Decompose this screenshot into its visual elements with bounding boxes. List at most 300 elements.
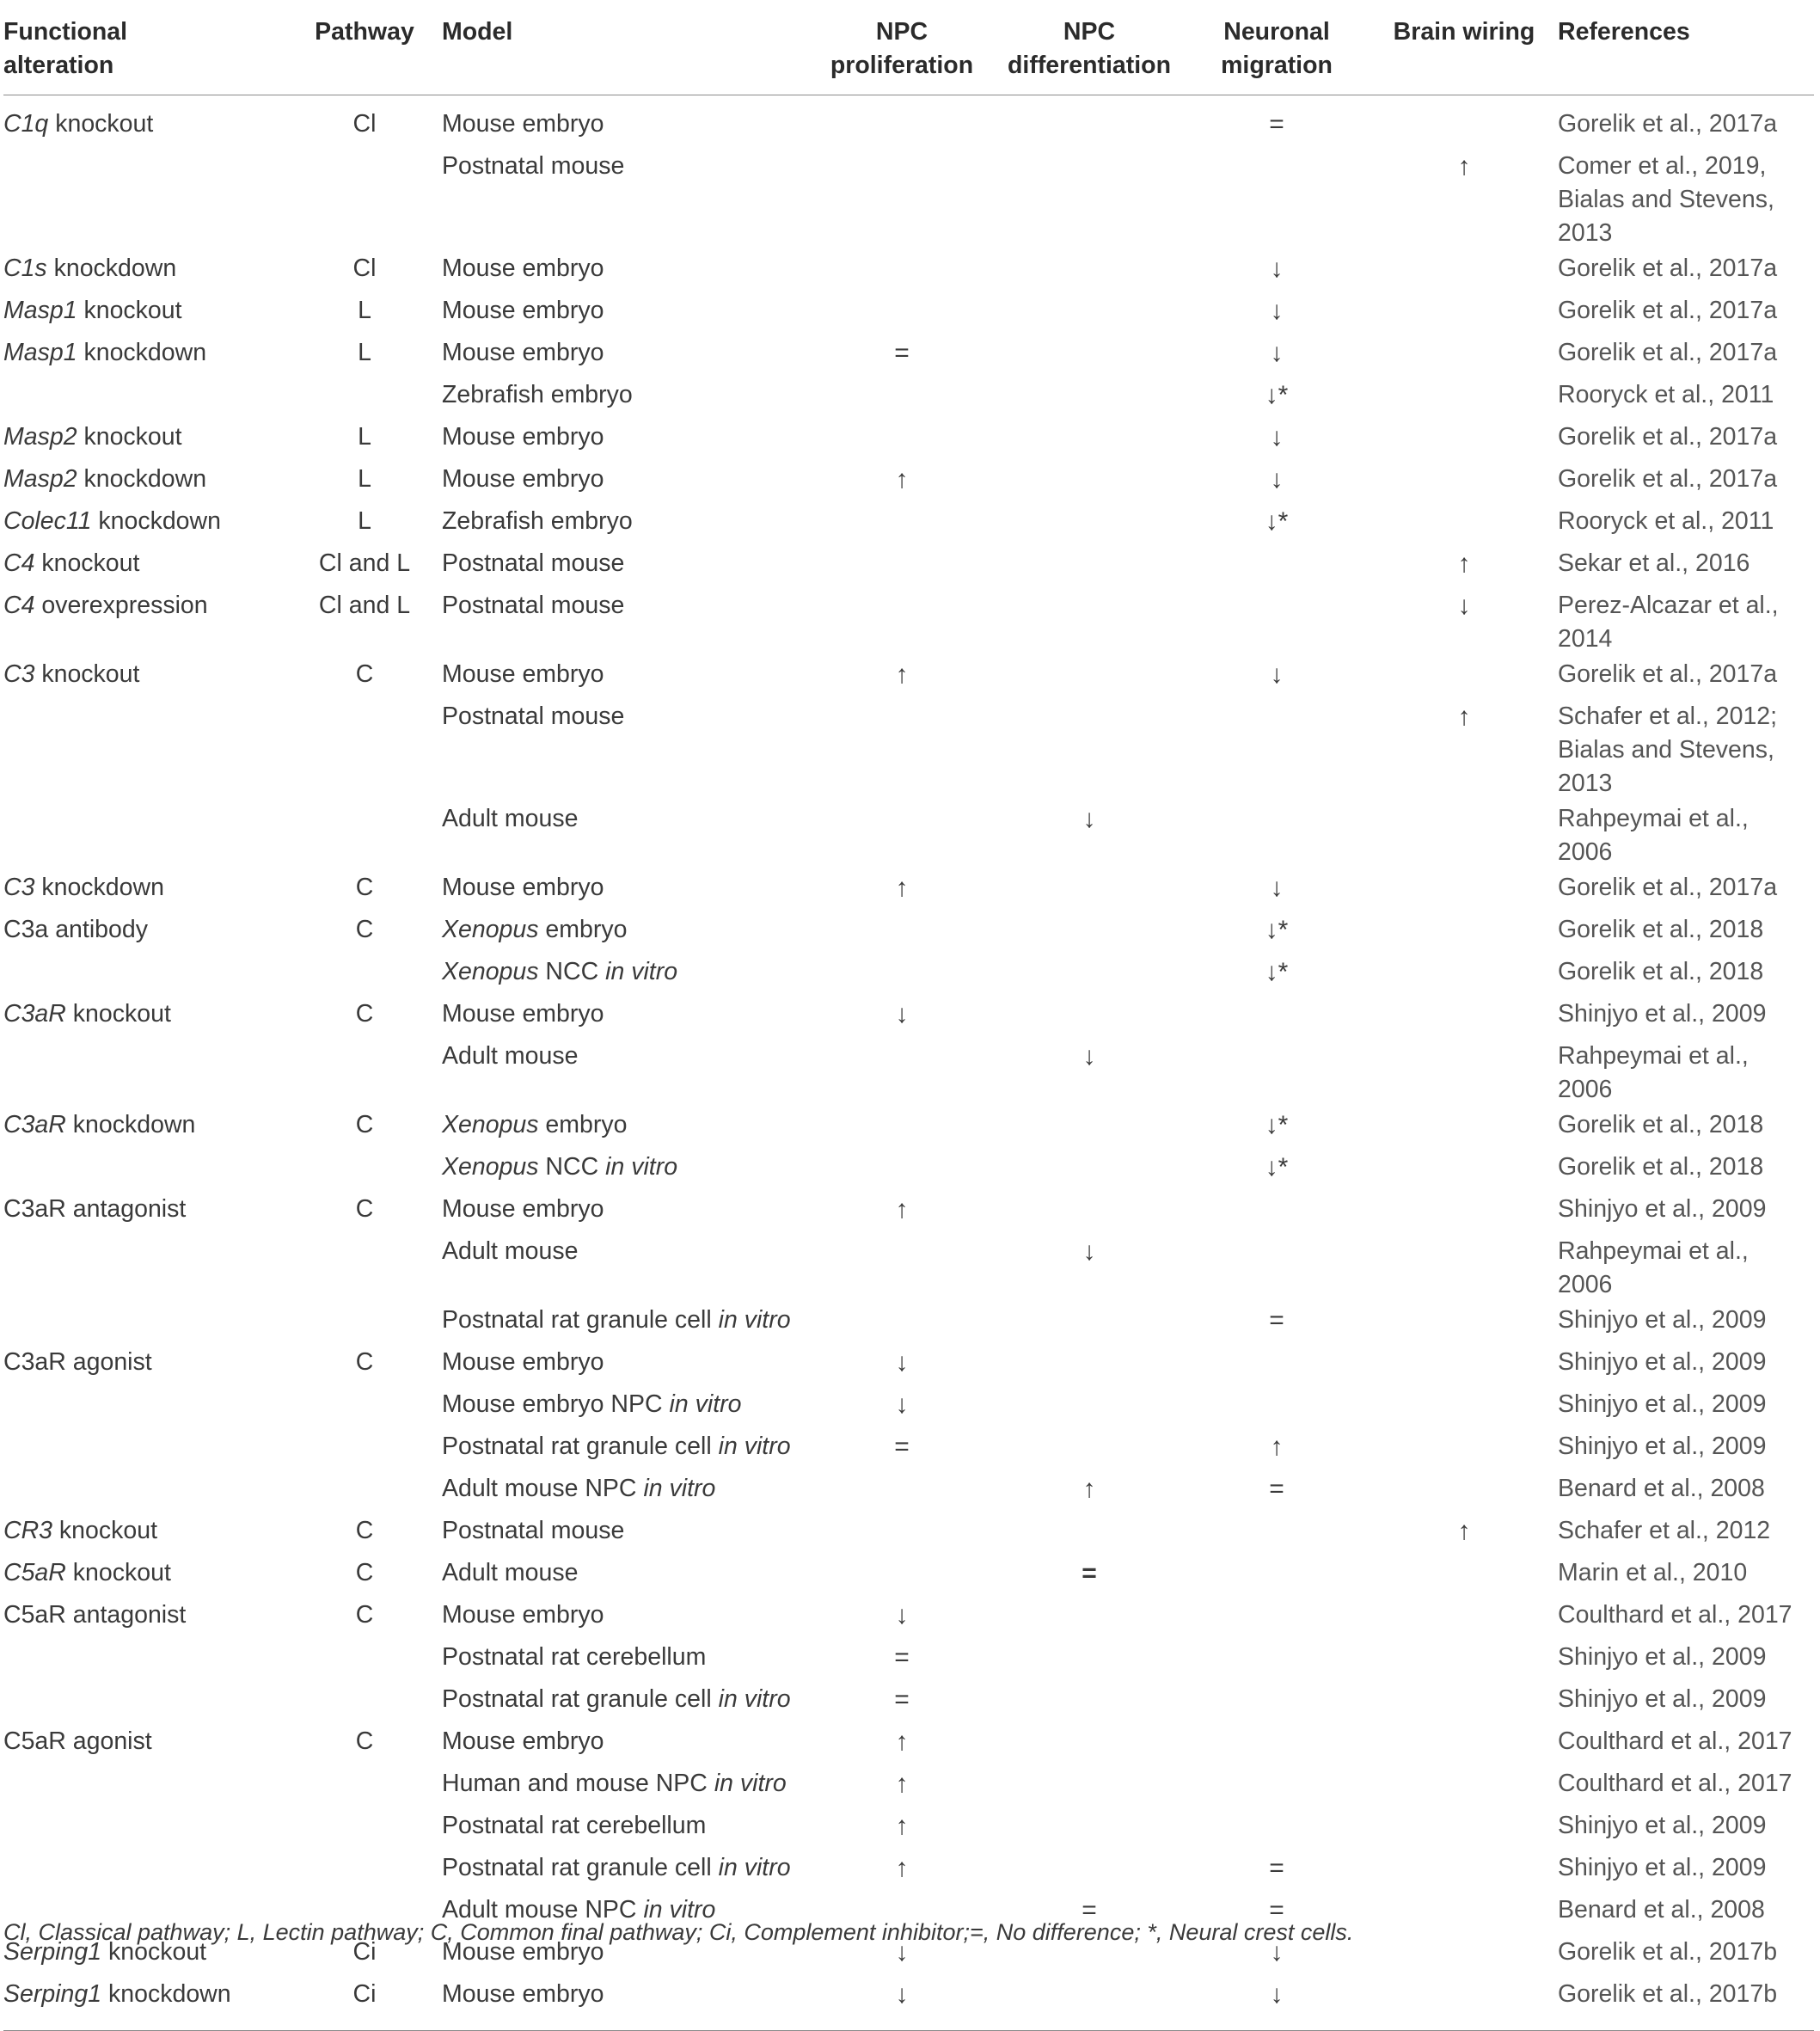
cell-model <box>442 419 808 461</box>
cell-npc-differentiation <box>996 1765 1183 1807</box>
cell-functional-alteration <box>3 503 287 545</box>
table-row <box>3 656 1814 698</box>
table-row <box>3 1302 1814 1344</box>
text-run: embryo <box>538 916 628 943</box>
text-run: knockdown <box>34 874 164 901</box>
text-run: knockdown <box>101 1980 231 2008</box>
table-row <box>3 1555 1814 1597</box>
header-row <box>3 15 1814 95</box>
cell-brain-wiring: ↓ <box>1457 592 1471 620</box>
cell-functional-alteration <box>3 1555 287 1597</box>
cell-npc-proliferation: ↓ <box>895 1938 909 1967</box>
cell-functional-alteration <box>3 801 287 869</box>
text-run: C3aR antagonist <box>3 1195 187 1223</box>
cell-reference: Gorelik et al., 2017b <box>1558 1976 1814 2031</box>
text-run: NCC <box>538 958 606 985</box>
text-run: Adult mouse <box>442 1042 579 1070</box>
cell-brain-wiring <box>1370 1038 1558 1107</box>
cell-npc-differentiation <box>996 1428 1183 1470</box>
cell-functional-alteration <box>3 1233 287 1302</box>
italic-text: in vitro <box>718 1433 791 1460</box>
cell-reference: Benard et al., 2008 <box>1558 1475 1765 1502</box>
cell-pathway: Cl and L <box>318 592 411 619</box>
cell-npc-differentiation: ↓ <box>1082 1042 1096 1071</box>
cell-model <box>442 334 808 377</box>
cell-functional-alteration <box>3 334 287 377</box>
cell-functional-alteration <box>3 1386 287 1428</box>
text-run: Mouse embryo <box>442 1938 604 1966</box>
italic-text: in vitro <box>643 1896 716 1924</box>
cell-model <box>442 1765 808 1807</box>
cell-neuronal-migration <box>1183 545 1370 587</box>
text-run: Mouse embryo <box>442 1601 604 1629</box>
text-run: knockout <box>77 297 182 324</box>
text-run: Mouse embryo <box>442 255 604 282</box>
cell-npc-proliferation: ↑ <box>895 1195 909 1224</box>
text-run: C3a antibody <box>3 916 148 943</box>
cell-neuronal-migration: ↓ <box>1270 660 1284 689</box>
cell-npc-proliferation <box>808 954 996 996</box>
cell-brain-wiring: ↑ <box>1457 1517 1471 1545</box>
text-run: Mouse embryo <box>442 423 604 451</box>
cell-pathway: C <box>355 916 374 943</box>
cell-model <box>442 1597 808 1639</box>
cell-npc-proliferation: ↑ <box>895 660 909 689</box>
cell-functional-alteration <box>3 250 287 292</box>
cell-reference: Gorelik et al., 2018 <box>1558 958 1764 985</box>
cell-functional-alteration <box>3 996 287 1038</box>
cell-pathway: C <box>355 1727 374 1755</box>
cell-pathway: Ci <box>352 1938 377 1966</box>
cell-npc-proliferation <box>808 1149 996 1191</box>
cell-npc-differentiation: ↓ <box>1082 805 1096 833</box>
cell-brain-wiring: ↑ <box>1457 152 1471 181</box>
italic-text: CR3 <box>3 1517 53 1544</box>
cell-reference: Coulthard et al., 2017 <box>1558 1770 1792 1797</box>
cell-functional-alteration <box>3 954 287 996</box>
table-row <box>3 1233 1814 1302</box>
cell-model <box>442 1302 808 1344</box>
table-row <box>3 1976 1814 2031</box>
table-row <box>3 1344 1814 1386</box>
table-row <box>3 1765 1814 1807</box>
cell-npc-proliferation: ↑ <box>895 874 909 902</box>
text-run: knockout <box>65 1000 171 1028</box>
text-run: overexpression <box>34 592 208 619</box>
cell-npc-differentiation <box>996 148 1183 250</box>
cell-brain-wiring <box>1370 1149 1558 1191</box>
table-row <box>3 996 1814 1038</box>
cell-neuronal-migration: ↓* <box>1265 958 1289 986</box>
cell-npc-proliferation: ↑ <box>895 1727 909 1756</box>
text-run: Mouse embryo <box>442 339 604 366</box>
cell-neuronal-migration <box>1183 1555 1370 1597</box>
cell-model <box>442 1233 808 1302</box>
text-run: Mouse embryo <box>442 1348 604 1376</box>
cell-reference: Rooryck et al., 2011 <box>1558 507 1774 535</box>
cell-npc-proliferation <box>808 419 996 461</box>
header-line: proliferation <box>830 52 974 79</box>
cell-npc-proliferation: ↑ <box>895 1770 909 1798</box>
cell-neuronal-migration <box>1183 996 1370 1038</box>
cell-pathway <box>287 1807 442 1850</box>
cell-brain-wiring <box>1370 1428 1558 1470</box>
cell-functional-alteration <box>3 1639 287 1681</box>
cell-pathway: L <box>358 507 371 535</box>
text-run: Mouse embryo NPC <box>442 1390 670 1418</box>
cell-reference: Benard et al., 2008 <box>1558 1896 1765 1924</box>
cell-brain-wiring <box>1370 1723 1558 1765</box>
cell-functional-alteration <box>3 1850 287 1892</box>
header-references: References <box>1558 15 1814 95</box>
cell-npc-proliferation <box>808 1107 996 1149</box>
table-row <box>3 1428 1814 1470</box>
cell-reference: Shinjyo et al., 2009 <box>1558 1390 1767 1418</box>
cell-npc-differentiation <box>996 1681 1183 1723</box>
text-run: Adult mouse <box>442 805 579 832</box>
text-run: Postnatal rat granule cell <box>442 1685 719 1713</box>
cell-brain-wiring <box>1370 503 1558 545</box>
cell-model <box>442 1850 808 1892</box>
cell-pathway <box>287 1639 442 1681</box>
italic-text: C3aR <box>3 1111 66 1138</box>
table-row <box>3 1038 1814 1107</box>
table-row <box>3 95 1814 149</box>
text-run: knockout <box>65 1559 171 1586</box>
cell-functional-alteration <box>3 1107 287 1149</box>
cell-model <box>442 1191 808 1233</box>
cell-npc-proliferation <box>808 545 996 587</box>
cell-npc-proliferation: ↑ <box>895 465 909 494</box>
text-run: C5aR agonist <box>3 1727 152 1755</box>
cell-brain-wiring <box>1370 996 1558 1038</box>
cell-npc-differentiation <box>996 1850 1183 1892</box>
table-row <box>3 377 1814 419</box>
cell-brain-wiring <box>1370 1892 1558 1934</box>
cell-reference: Gorelik et al., 2018 <box>1558 1111 1764 1138</box>
cell-functional-alteration <box>3 1344 287 1386</box>
cell-brain-wiring <box>1370 911 1558 954</box>
cell-npc-proliferation: ↓ <box>895 1601 909 1629</box>
cell-model <box>442 1428 808 1470</box>
cell-functional-alteration <box>3 292 287 334</box>
cell-pathway: L <box>358 297 371 324</box>
table-row <box>3 801 1814 869</box>
cell-pathway <box>287 1470 442 1513</box>
cell-reference: Shinjyo et al., 2009 <box>1558 1854 1767 1881</box>
cell-functional-alteration <box>3 1723 287 1765</box>
table-row <box>3 1723 1814 1765</box>
text-run: Adult mouse <box>442 1237 579 1265</box>
header-line: Neuronal <box>1223 18 1330 46</box>
cell-pathway <box>287 1765 442 1807</box>
cell-npc-proliferation: = <box>894 1433 910 1461</box>
cell-brain-wiring <box>1370 1302 1558 1344</box>
cell-neuronal-migration <box>1183 1807 1370 1850</box>
cell-npc-differentiation <box>996 545 1183 587</box>
cell-model <box>442 869 808 911</box>
cell-reference: Shinjyo et al., 2009 <box>1558 1306 1767 1334</box>
cell-model <box>442 1681 808 1723</box>
cell-pathway <box>287 1428 442 1470</box>
table-row <box>3 334 1814 377</box>
header-neuronal-migration <box>1183 15 1370 95</box>
text-run: Adult mouse <box>442 1559 579 1586</box>
text-run: knockout <box>34 660 140 688</box>
cell-pathway <box>287 1038 442 1107</box>
table-row <box>3 1639 1814 1681</box>
cell-npc-differentiation <box>996 1149 1183 1191</box>
header-pathway: Pathway <box>287 15 442 95</box>
cell-pathway: Ci <box>287 1976 442 2031</box>
cell-npc-differentiation <box>996 869 1183 911</box>
cell-pathway <box>287 1850 442 1892</box>
cell-reference: Schafer et al., 2012; Bialas and Stevens, 2013 <box>1558 703 1778 797</box>
cell-npc-proliferation <box>808 250 996 292</box>
cell-brain-wiring <box>1370 656 1558 698</box>
table-row <box>3 292 1814 334</box>
cell-functional-alteration <box>3 95 287 149</box>
cell-pathway <box>287 1302 442 1344</box>
cell-npc-proliferation <box>808 587 996 656</box>
cell-npc-differentiation: ↑ <box>1082 1475 1096 1503</box>
cell-functional-alteration <box>3 1428 287 1470</box>
table-body <box>3 95 1814 2031</box>
cell-brain-wiring <box>1370 419 1558 461</box>
cell-pathway <box>287 698 442 801</box>
cell-npc-proliferation <box>808 801 996 869</box>
header-line: NPC <box>1063 18 1116 46</box>
italic-text: C3aR <box>3 1000 66 1028</box>
cell-npc-differentiation <box>996 1107 1183 1149</box>
cell-functional-alteration <box>3 656 287 698</box>
cell-model <box>442 911 808 954</box>
text-run: Mouse embryo <box>442 465 604 493</box>
cell-neuronal-migration: = <box>1269 110 1284 138</box>
cell-brain-wiring <box>1370 461 1558 503</box>
cell-reference: Shinjyo et al., 2009 <box>1558 1433 1767 1460</box>
cell-npc-proliferation <box>808 377 996 419</box>
text-run: Mouse embryo <box>442 660 604 688</box>
table-row <box>3 1850 1814 1892</box>
cell-neuronal-migration: ↑ <box>1270 1433 1284 1461</box>
cell-neuronal-migration <box>1183 148 1370 250</box>
cell-neuronal-migration: ↓* <box>1265 1111 1289 1139</box>
cell-neuronal-migration: ↓ <box>1270 423 1284 451</box>
cell-model <box>442 1639 808 1681</box>
italic-text: Xenopus <box>442 1111 539 1138</box>
cell-model <box>442 461 808 503</box>
cell-pathway: Cl <box>352 255 377 282</box>
cell-functional-alteration <box>3 377 287 419</box>
cell-brain-wiring <box>1370 1639 1558 1681</box>
cell-brain-wiring <box>1370 1191 1558 1233</box>
italic-text: Serping1 <box>3 1938 102 1966</box>
cell-npc-proliferation <box>808 148 996 250</box>
text-run: knockout <box>77 423 182 451</box>
table-row <box>3 954 1814 996</box>
cell-model <box>442 1513 808 1555</box>
cell-neuronal-migration <box>1183 801 1370 869</box>
cell-reference: Sekar et al., 2016 <box>1558 549 1750 577</box>
italic-text: Serping1 <box>3 1980 102 2008</box>
cell-model <box>442 377 808 419</box>
cell-npc-differentiation <box>996 656 1183 698</box>
cell-neuronal-migration <box>1183 1191 1370 1233</box>
cell-npc-differentiation <box>996 698 1183 801</box>
cell-pathway <box>287 1386 442 1428</box>
cell-neuronal-migration <box>1183 1681 1370 1723</box>
cell-neuronal-migration <box>1183 1597 1370 1639</box>
italic-text: in vitro <box>605 958 678 985</box>
cell-model <box>442 1470 808 1513</box>
italic-text: C3 <box>3 660 35 688</box>
cell-brain-wiring: ↑ <box>1457 703 1471 731</box>
cell-model <box>442 801 808 869</box>
table-row <box>3 698 1814 801</box>
text-run: Postnatal rat cerebellum <box>442 1812 707 1839</box>
cell-model <box>442 1386 808 1428</box>
text-run: Postnatal rat cerebellum <box>442 1643 707 1671</box>
italic-text: in vitro <box>714 1770 787 1797</box>
cell-neuronal-migration: ↓ <box>1270 255 1284 283</box>
cell-reference: Gorelik et al., 2018 <box>1558 1153 1764 1181</box>
cell-reference: Gorelik et al., 2017a <box>1558 110 1778 138</box>
cell-npc-proliferation <box>808 503 996 545</box>
table-row <box>3 1149 1814 1191</box>
cell-model <box>442 996 808 1038</box>
cell-functional-alteration <box>3 1302 287 1344</box>
italic-text: C1s <box>3 255 47 282</box>
cell-brain-wiring <box>1370 250 1558 292</box>
italic-text: Colec11 <box>3 507 92 535</box>
cell-model <box>442 1555 808 1597</box>
header-npc-differentiation <box>996 15 1183 95</box>
text-run: knockout <box>48 110 154 138</box>
cell-npc-differentiation <box>996 292 1183 334</box>
cell-model <box>442 95 808 149</box>
cell-npc-proliferation <box>808 292 996 334</box>
cell-model <box>442 148 808 250</box>
text-run: Postnatal mouse <box>442 1517 625 1544</box>
text-run: Mouse embryo <box>442 1000 604 1028</box>
cell-model <box>442 1807 808 1850</box>
text-run: Mouse embryo <box>442 1195 604 1223</box>
cell-brain-wiring <box>1370 95 1558 149</box>
cell-npc-proliferation: = <box>894 1643 910 1672</box>
cell-npc-differentiation: = <box>1082 1559 1097 1587</box>
text-run: knockout <box>101 1938 207 1966</box>
cell-neuronal-migration <box>1183 1765 1370 1807</box>
cell-functional-alteration <box>3 587 287 656</box>
text-run: Mouse embryo <box>442 1980 604 2008</box>
cell-neuronal-migration: = <box>1269 1854 1284 1882</box>
text-run: knockdown <box>46 255 177 282</box>
text-run: Postnatal mouse <box>442 152 625 180</box>
cell-model <box>442 1344 808 1386</box>
text-run: Mouse embryo <box>442 110 604 138</box>
italic-text: C3 <box>3 874 35 901</box>
cell-npc-proliferation: ↓ <box>895 1348 909 1377</box>
table-row <box>3 461 1814 503</box>
cell-npc-proliferation: = <box>894 339 910 367</box>
table-footnote: Cl, Classical pathway; L, Lectin pathway; C, Common final pathway; Ci, Complement inhibitor;=, No difference; *, Neural crest cells. <box>3 1919 1354 1945</box>
cell-npc-differentiation <box>996 1597 1183 1639</box>
text-run: C5aR antagonist <box>3 1601 187 1629</box>
header-model: Model <box>442 15 808 95</box>
cell-brain-wiring <box>1370 1976 1558 2031</box>
text-run: knockout <box>34 549 140 577</box>
header-line: Functional <box>3 18 128 46</box>
cell-neuronal-migration: ↓ <box>1270 874 1284 902</box>
cell-neuronal-migration: ↓* <box>1265 381 1289 409</box>
cell-pathway <box>287 377 442 419</box>
cell-functional-alteration <box>3 419 287 461</box>
cell-functional-alteration <box>3 1597 287 1639</box>
cell-pathway: C <box>355 874 374 901</box>
header-line: NPC <box>875 18 928 46</box>
cell-model <box>442 1038 808 1107</box>
cell-reference: Gorelik et al., 2017a <box>1558 660 1778 688</box>
cell-model <box>442 503 808 545</box>
cell-neuronal-migration: ↓ <box>1270 1938 1284 1967</box>
cell-npc-differentiation <box>996 587 1183 656</box>
cell-neuronal-migration <box>1183 1513 1370 1555</box>
cell-functional-alteration <box>3 1191 287 1233</box>
text-run: Zebrafish embryo <box>442 507 633 535</box>
text-run: Adult mouse NPC <box>442 1896 644 1924</box>
cell-pathway: L <box>358 423 371 451</box>
cell-pathway: C <box>355 1601 374 1629</box>
cell-neuronal-migration: ↓* <box>1265 507 1289 536</box>
cell-pathway: C <box>355 1195 374 1223</box>
header-line: alteration <box>3 52 114 79</box>
cell-brain-wiring <box>1370 1470 1558 1513</box>
cell-reference: Gorelik et al., 2017a <box>1558 339 1778 366</box>
cell-functional-alteration <box>3 911 287 954</box>
cell-functional-alteration <box>3 1038 287 1107</box>
cell-npc-proliferation: ↓ <box>895 1390 909 1419</box>
cell-brain-wiring <box>1370 1107 1558 1149</box>
table-header <box>3 15 1814 95</box>
cell-brain-wiring <box>1370 334 1558 377</box>
table-row <box>3 1807 1814 1850</box>
header-functional-alteration <box>3 15 287 95</box>
cell-brain-wiring <box>1370 1765 1558 1807</box>
italic-text: C4 <box>3 592 35 619</box>
table-row <box>3 545 1814 587</box>
cell-brain-wiring <box>1370 1233 1558 1302</box>
cell-neuronal-migration: ↓* <box>1265 1153 1289 1181</box>
cell-neuronal-migration <box>1183 587 1370 656</box>
cell-model <box>442 698 808 801</box>
text-run: NCC <box>538 1153 606 1181</box>
italic-text: in vitro <box>718 1854 791 1881</box>
table-row <box>3 1386 1814 1428</box>
cell-pathway: C <box>355 1111 374 1138</box>
cell-pathway: Cl <box>352 110 377 138</box>
cell-neuronal-migration <box>1183 1038 1370 1107</box>
cell-npc-proliferation <box>808 1470 996 1513</box>
cell-pathway: Cl and L <box>318 549 411 577</box>
header-line: differentiation <box>1008 52 1171 79</box>
cell-npc-differentiation: ↓ <box>1082 1237 1096 1266</box>
cell-npc-proliferation <box>808 911 996 954</box>
cell-brain-wiring <box>1370 801 1558 869</box>
cell-model <box>442 545 808 587</box>
cell-functional-alteration <box>3 869 287 911</box>
cell-pathway: L <box>358 339 371 366</box>
